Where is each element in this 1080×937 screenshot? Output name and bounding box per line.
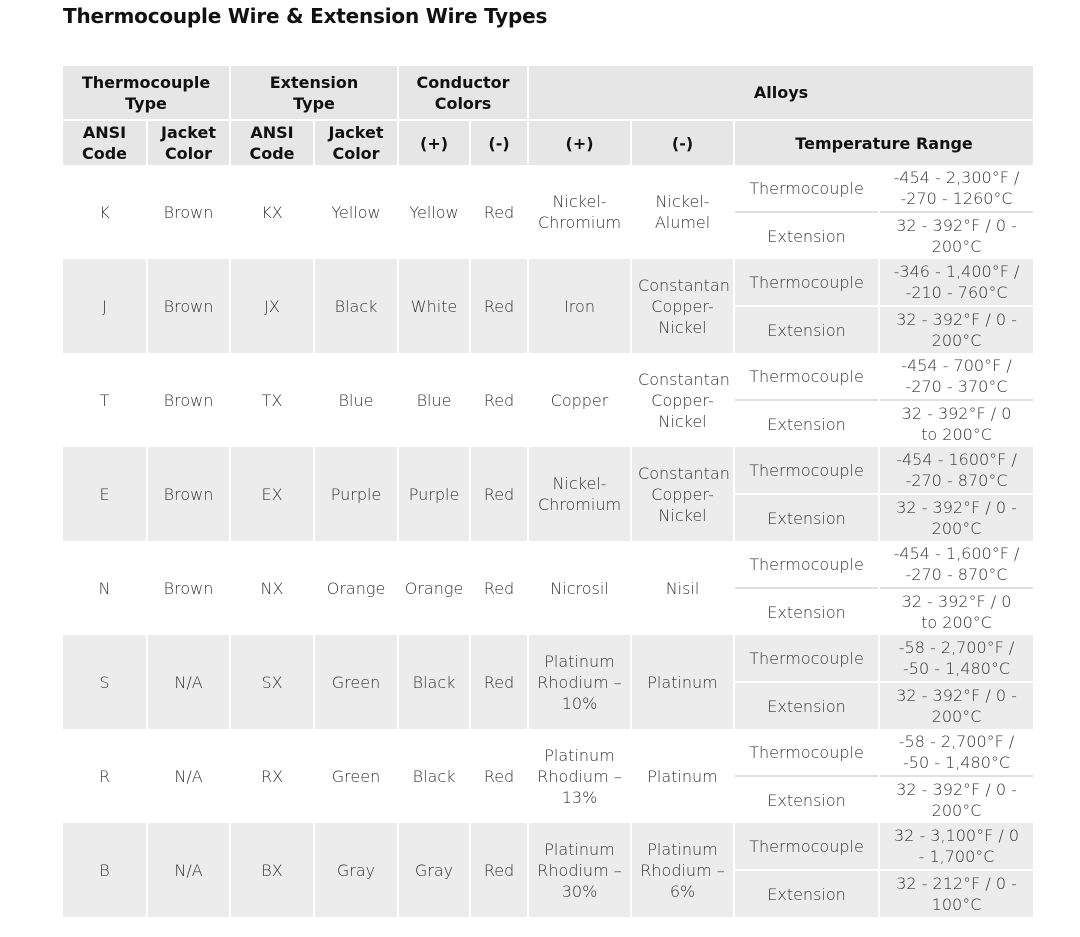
cell-conductor-minus: Red [483, 390, 515, 410]
cell-alloy-plus: Nicrosil [550, 578, 609, 598]
cell-alloy-minus: Platinum [632, 635, 733, 729]
cell-ansi-code: S [63, 635, 146, 729]
thermocouple-range: -346 - 1,400°F / -210 - 760°C [880, 259, 1033, 307]
cell-conductor-minus: Red [471, 447, 527, 541]
extension-range: 32 - 212°F / 0 - 100°C [880, 871, 1033, 917]
cell-ext-jacket-color: Black [315, 259, 397, 353]
cell-ext-ansi-code: EX [231, 447, 313, 541]
extension-label: Extension [767, 414, 846, 434]
cell-conductor-plus: Black [399, 635, 469, 729]
cell-alloy-minus: Nickel-Alumel [654, 192, 711, 232]
cell-ext-jacket-color: Green [315, 635, 397, 729]
cell-ext-jacket-color: Blue [338, 390, 374, 410]
cell-alloy-minus: Platinum [647, 766, 718, 786]
cell-ansi-code: K [99, 202, 110, 222]
cell-jacket-color: Brown [163, 578, 214, 598]
cell-alloy-minus: Nisil [665, 578, 700, 598]
cell-alloy-plus: Platinum Rhodium – 30% [529, 823, 630, 917]
extension-range: 32 - 392°F / 0 - 200°C [896, 216, 1017, 256]
thermocouple-label: Thermocouple [735, 729, 878, 777]
extension-label: Extension [735, 307, 878, 353]
cell-ansi-code: B [63, 823, 146, 917]
thermocouple-label: Thermocouple [735, 259, 878, 307]
cell-ext-jacket-color: Purple [315, 447, 397, 541]
cell-conductor-plus: Gray [399, 823, 469, 917]
thermocouple-label: Thermocouple [735, 823, 878, 871]
cell-ext-jacket-color: Gray [315, 823, 397, 917]
cell-alloy-minus: Constantan Copper-Nickel [638, 369, 730, 431]
cell-conductor-minus: Red [483, 766, 515, 786]
cell-alloy-minus: Constantan Copper-Nickel [632, 259, 733, 353]
cell-conductor-plus: Black [412, 766, 456, 786]
table-row [63, 165, 1033, 213]
table-row [63, 353, 1033, 401]
cell-conductor-minus: Red [471, 259, 527, 353]
cell-alloy-plus: Copper [550, 390, 609, 410]
table-row [63, 823, 1033, 871]
cell-conductor-plus: Yellow [409, 202, 459, 222]
extension-range: 32 - 392°F / 0 - 200°C [896, 780, 1017, 820]
header-ext-jacket-color: Jacket Color [315, 121, 397, 165]
table-row [63, 447, 1033, 495]
header-extension-type: Extension Type [231, 66, 397, 121]
cell-ext-ansi-code: SX [231, 635, 313, 729]
header-alloy-minus: (-) [632, 121, 733, 165]
cell-conductor-minus: Red [483, 202, 515, 222]
cell-ext-ansi-code: RX [260, 766, 284, 786]
cell-alloy-plus: Nickel-Chromium [537, 192, 622, 232]
thermocouple-range: -58 - 2,700°F / -50 - 1,480°C [880, 635, 1033, 683]
extension-label: Extension [735, 495, 878, 541]
cell-ext-ansi-code: NX [260, 578, 284, 598]
cell-alloy-plus: Platinum Rhodium – 10% [529, 635, 630, 729]
header-ansi-code: ANSI Code [63, 121, 146, 165]
cell-alloy-plus: Nickel-Chromium [529, 447, 630, 541]
cell-jacket-color: N/A [148, 635, 229, 729]
cell-conductor-minus: Red [471, 823, 527, 917]
extension-label: Extension [735, 683, 878, 729]
header-thermocouple-type: Thermocouple Type [63, 66, 229, 121]
header-alloy-plus: (+) [529, 121, 630, 165]
extension-label: Extension [767, 602, 846, 622]
thermocouple-label: Thermocouple [735, 541, 878, 589]
table-row [63, 259, 1033, 307]
thermocouple-range: -454 - 1600°F / -270 - 870°C [880, 447, 1033, 495]
cell-ext-ansi-code: TX [261, 390, 283, 410]
thermocouple-label: Thermocouple [735, 165, 878, 213]
cell-ansi-code: N [98, 578, 111, 598]
header-conductor-minus: (-) [471, 121, 527, 165]
extension-label: Extension [767, 790, 846, 810]
cell-ansi-code: J [63, 259, 146, 353]
extension-range: 32 - 392°F / 0 - 200°C [880, 495, 1033, 541]
cell-conductor-plus: Purple [399, 447, 469, 541]
thermocouple-label: Thermocouple [735, 635, 878, 683]
cell-jacket-color: Brown [148, 447, 229, 541]
extension-label: Extension [735, 871, 878, 917]
cell-jacket-color: Brown [163, 202, 214, 222]
cell-alloy-minus: Platinum Rhodium – 6% [632, 823, 733, 917]
extension-range: 32 - 392°F / 0 - 200°C [880, 307, 1033, 353]
cell-ansi-code: T [99, 390, 110, 410]
header-conductor-colors: Conductor Colors [399, 66, 527, 121]
cell-conductor-minus: Red [471, 635, 527, 729]
extension-range: 32 - 392°F / 0 to 200°C [901, 592, 1012, 632]
extension-range: 32 - 392°F / 0 - 200°C [880, 683, 1033, 729]
thermocouple-label: Thermocouple [735, 447, 878, 495]
cell-conductor-minus: Red [483, 578, 515, 598]
cell-jacket-color: Brown [148, 259, 229, 353]
header-conductor-plus: (+) [399, 121, 469, 165]
cell-alloy-minus: Constantan Copper-Nickel [632, 447, 733, 541]
thermocouple-range: -454 - 1,600°F / -270 - 870°C [880, 541, 1033, 589]
page-title: Thermocouple Wire & Extension Wire Types [63, 4, 548, 28]
cell-ext-jacket-color: Orange [326, 578, 386, 598]
cell-ext-ansi-code: JX [231, 259, 313, 353]
table-row [63, 635, 1033, 683]
header-alloys: Alloys [529, 66, 1033, 121]
cell-jacket-color: N/A [148, 823, 229, 917]
cell-conductor-plus: Orange [404, 578, 464, 598]
cell-conductor-plus: Blue [416, 390, 452, 410]
cell-ext-ansi-code: BX [231, 823, 313, 917]
header-temperature-range: Temperature Range [735, 121, 1033, 165]
cell-alloy-plus: Iron [529, 259, 630, 353]
table-row [63, 541, 1033, 589]
cell-ext-jacket-color: Green [331, 766, 381, 786]
extension-range: 32 - 392°F / 0 to 200°C [901, 404, 1012, 444]
header-jacket-color: Jacket Color [148, 121, 229, 165]
cell-jacket-color: Brown [163, 390, 214, 410]
extension-label: Extension [767, 226, 846, 246]
thermocouple-range: -58 - 2,700°F / -50 - 1,480°C [880, 729, 1033, 777]
wire-types-table [61, 66, 1035, 917]
cell-ansi-code: E [63, 447, 146, 541]
thermocouple-range: -454 - 2,300°F / -270 - 1260°C [880, 165, 1033, 213]
header-ext-ansi-code: ANSI Code [231, 121, 313, 165]
cell-conductor-plus: White [399, 259, 469, 353]
thermocouple-label: Thermocouple [735, 353, 878, 401]
cell-ext-jacket-color: Yellow [331, 202, 381, 222]
table-row [63, 729, 1033, 777]
cell-ext-ansi-code: KX [261, 202, 283, 222]
cell-ansi-code: R [98, 766, 111, 786]
thermocouple-range: 32 - 3,100°F / 0 - 1,700°C [880, 823, 1033, 871]
cell-jacket-color: N/A [174, 766, 203, 786]
thermocouple-range: -454 - 700°F / -270 - 370°C [880, 353, 1033, 401]
cell-alloy-plus: Platinum Rhodium – 13% [537, 745, 622, 807]
